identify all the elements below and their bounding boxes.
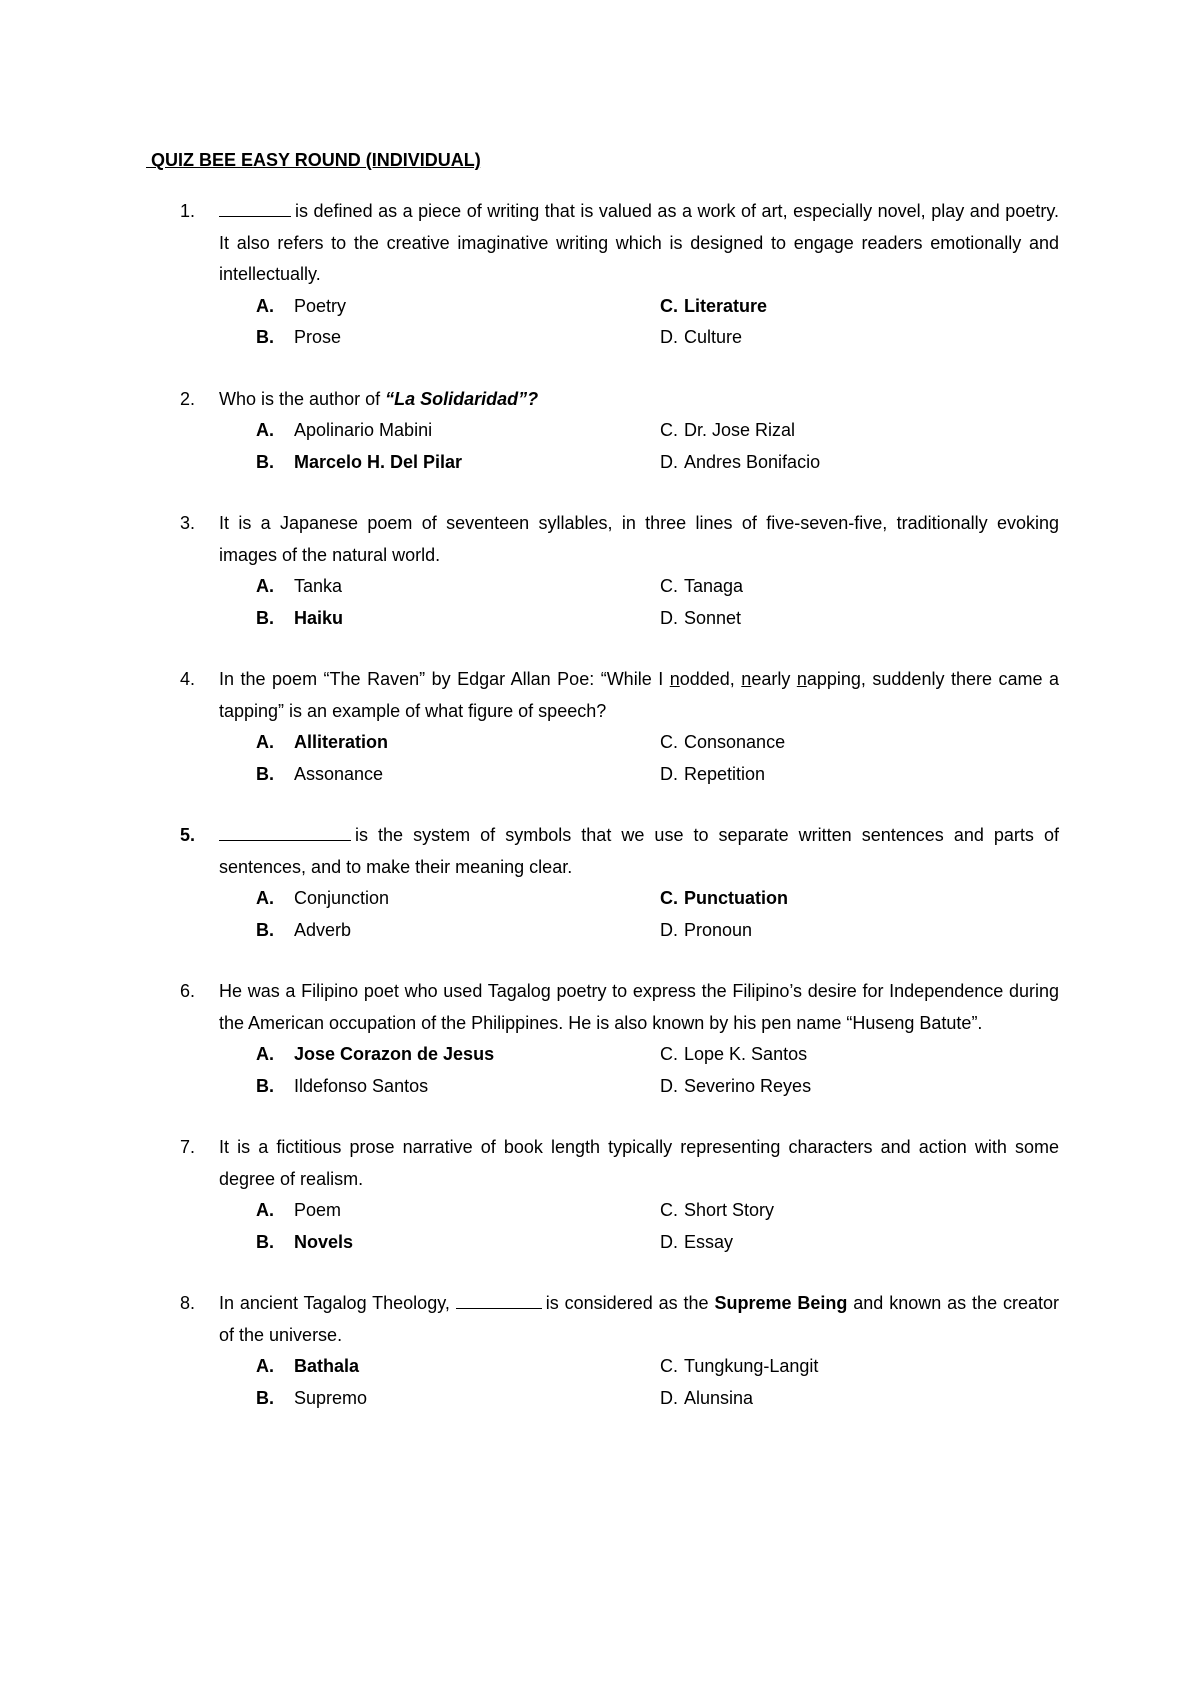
answer-blank [219, 198, 291, 217]
question-text-segment: early [751, 669, 797, 689]
choice-a [256, 571, 342, 603]
choice-c [660, 727, 785, 759]
answer-blank [219, 822, 351, 841]
choice-a [256, 883, 389, 915]
choice-text: Alliteration [294, 732, 389, 752]
choice-a [256, 1195, 341, 1227]
choice-text: Tungkung-Langit [684, 1356, 819, 1376]
question-text-segment: n [741, 669, 752, 689]
answer-choices [0, 1039, 1200, 1102]
question-text [219, 1132, 1059, 1195]
choice-a [256, 291, 346, 323]
choice-c [660, 415, 795, 447]
choice-letter: D. [660, 451, 678, 472]
choice-text: Lope K. Santos [684, 1044, 808, 1064]
choice-text: Adverb [294, 919, 352, 940]
choice-letter: B. [256, 451, 274, 472]
choice-letter: D. [660, 763, 678, 784]
question-stem [0, 196, 1200, 291]
question-text-segment: is defined as a piece of writing that is valued as a work of art, especially novel, play and poetry. It also refers to the creative imaginative writing which is designed to engage readers emotionally and intellectually. [219, 201, 1059, 284]
question-stem [0, 384, 1200, 416]
question-stem [0, 1132, 1200, 1195]
question-text [219, 664, 1059, 727]
choice-text: Sonnet [684, 607, 742, 628]
choice-text: Marcelo H. Del Pilar [294, 451, 463, 472]
choice-letter: C. [660, 1044, 678, 1064]
choice-text: Essay [684, 1231, 734, 1252]
answer-choices [0, 415, 1200, 478]
choice-text: Alunsina [684, 1387, 754, 1408]
answer-choices [0, 1195, 1200, 1258]
choice-text: Tanka [294, 576, 343, 596]
question-item [0, 820, 1200, 946]
choice-text: Poem [294, 1200, 342, 1220]
choice-d [660, 915, 752, 947]
choice-letter: A. [256, 1356, 274, 1376]
question-number: 3. [180, 513, 196, 533]
choice-b [256, 1227, 353, 1259]
question-text [219, 384, 1059, 416]
choice-text: Bathala [294, 1356, 360, 1376]
choice-c [660, 571, 743, 603]
choice-letter: D. [660, 327, 678, 347]
choice-letter: A. [256, 420, 274, 440]
choice-letter: C. [660, 576, 678, 596]
choice-d [660, 603, 741, 635]
choice-letter: B. [256, 1387, 274, 1408]
question-number: 2. [180, 388, 196, 409]
choice-text: Poetry [294, 295, 347, 316]
choice-a [256, 1039, 494, 1071]
question-text-segment: “La Solidaridad”? [385, 388, 539, 409]
question-item [0, 384, 1200, 479]
question-item [0, 196, 1200, 354]
choice-text: Prose [294, 327, 342, 347]
question-item [0, 508, 1200, 634]
choice-text: Jose Corazon de Jesus [294, 1044, 495, 1064]
choice-letter: C. [660, 888, 678, 908]
choice-d [660, 447, 820, 479]
choice-letter: A. [256, 295, 274, 316]
question-text-segment: It is a Japanese poem of seventeen syllables, in three lines of five-seven-five, traditionally evoking images of the natural world. [219, 513, 1059, 565]
answer-blank [456, 1290, 542, 1309]
question-number: 6. [180, 981, 196, 1001]
question-item [0, 1288, 1200, 1414]
choice-b [256, 1383, 367, 1415]
question-text-segment: is considered as the [545, 1293, 715, 1313]
choice-c [660, 1351, 818, 1383]
question-text-segment: In the poem “The Raven” by Edgar Allan Poe: “While I [219, 669, 670, 689]
answer-choices [0, 291, 1200, 354]
choice-letter: B. [256, 919, 274, 940]
choice-letter: D. [660, 607, 678, 628]
question-number: 4. [180, 669, 196, 689]
question-item [0, 976, 1200, 1102]
answer-choices [0, 571, 1200, 634]
choice-a [256, 727, 388, 759]
choice-letter: B. [256, 763, 274, 784]
choice-c [660, 1195, 774, 1227]
choice-b [256, 322, 341, 354]
choice-d [660, 322, 742, 354]
choice-c [660, 1039, 807, 1071]
choice-b [256, 447, 462, 479]
question-number: 8. [180, 1293, 196, 1313]
choice-letter: A. [256, 1044, 274, 1064]
question-text-segment: Who is the author of [219, 388, 386, 409]
question-text-segment: is the system of symbols that we use to separate written sentences and parts of sentences, and to make their meaning clear. [219, 825, 1059, 877]
question-item [0, 664, 1200, 790]
choice-text: Supremo [294, 1387, 368, 1408]
choice-text: Novels [294, 1231, 354, 1252]
question-text [219, 196, 1059, 291]
choice-text: Ildefonso Santos [294, 1075, 429, 1096]
choice-text: Repetition [684, 763, 766, 784]
choice-b [256, 759, 383, 791]
choice-letter: A. [256, 732, 274, 752]
question-list [0, 196, 1200, 1444]
question-text-segment: apping, suddenly there came a tapping” is an example of what figure of speech? [219, 669, 1060, 721]
choice-text: Haiku [294, 607, 344, 628]
choice-b [256, 603, 343, 635]
question-text [219, 976, 1059, 1039]
answer-choices [0, 727, 1200, 790]
choice-d [660, 759, 765, 791]
question-stem [0, 664, 1200, 727]
choice-c [660, 883, 788, 915]
choice-text: Assonance [294, 763, 384, 784]
choice-text: Culture [684, 327, 743, 347]
choice-text: Andres Bonifacio [684, 451, 821, 472]
choice-b [256, 915, 351, 947]
choice-text: Dr. Jose Rizal [684, 420, 796, 440]
choice-letter: C. [660, 420, 678, 440]
choice-c [660, 291, 767, 323]
choice-letter: C. [660, 1356, 678, 1376]
question-stem [0, 820, 1200, 883]
question-stem [0, 508, 1200, 571]
choice-d [660, 1383, 753, 1415]
answer-choices [0, 1351, 1200, 1414]
choice-text: Pronoun [684, 919, 753, 940]
question-number: 5. [180, 825, 196, 845]
choice-text: Apolinario Mabini [294, 420, 433, 440]
question-text-segment: and known as the creator of the universe. [219, 1293, 1060, 1345]
choice-a [256, 415, 432, 447]
choice-letter: B. [256, 327, 274, 347]
question-item [0, 1132, 1200, 1258]
question-text [219, 820, 1059, 883]
question-text-segment: In ancient Tagalog Theology, [219, 1293, 456, 1313]
choice-letter: C. [660, 295, 678, 316]
choice-letter: C. [660, 1200, 678, 1220]
choice-text: Consonance [684, 732, 786, 752]
choice-letter: C. [660, 732, 678, 752]
question-text-segment: n [796, 669, 807, 689]
question-number: 1. [180, 201, 196, 221]
question-text-segment: It is a fictitious prose narrative of book length typically representing characters and action with some degree of realism. [219, 1137, 1059, 1189]
answer-choices [0, 883, 1200, 946]
choice-letter: A. [256, 1200, 274, 1220]
choice-letter: B. [256, 1075, 274, 1096]
choice-letter: D. [660, 1387, 678, 1408]
question-text-segment: He was a Filipino poet who used Tagalog poetry to express the Filipino’s desire for Independence during the American occupation of the Philippines. He is also known by his pen name “Huseng Batute”. [219, 981, 1059, 1033]
choice-d [660, 1071, 811, 1103]
choice-text: Severino Reyes [684, 1075, 812, 1096]
question-text [219, 1288, 1059, 1351]
choice-letter: B. [256, 607, 274, 628]
page-title: QUIZ BEE EASY ROUND (INDIVIDUAL) [146, 150, 481, 170]
choice-letter: D. [660, 919, 678, 940]
choice-letter: A. [256, 576, 274, 596]
choice-letter: D. [660, 1231, 678, 1252]
question-number: 7. [180, 1137, 196, 1157]
question-text-segment: n [669, 669, 680, 689]
choice-letter: D. [660, 1075, 678, 1096]
choice-a [256, 1351, 359, 1383]
question-stem [0, 1288, 1200, 1351]
choice-d [660, 1227, 733, 1259]
choice-letter: B. [256, 1231, 274, 1252]
choice-text: Conjunction [294, 888, 390, 908]
question-text-segment: odded, [679, 669, 742, 689]
question-text [219, 508, 1059, 571]
choice-letter: A. [256, 888, 274, 908]
choice-text: Punctuation [684, 888, 788, 908]
choice-text: Tanaga [684, 576, 744, 596]
question-text-segment: Supreme Being [714, 1293, 848, 1313]
choice-text: Literature [684, 295, 768, 316]
choice-text: Short Story [684, 1200, 775, 1220]
choice-b [256, 1071, 428, 1103]
question-stem [0, 976, 1200, 1039]
